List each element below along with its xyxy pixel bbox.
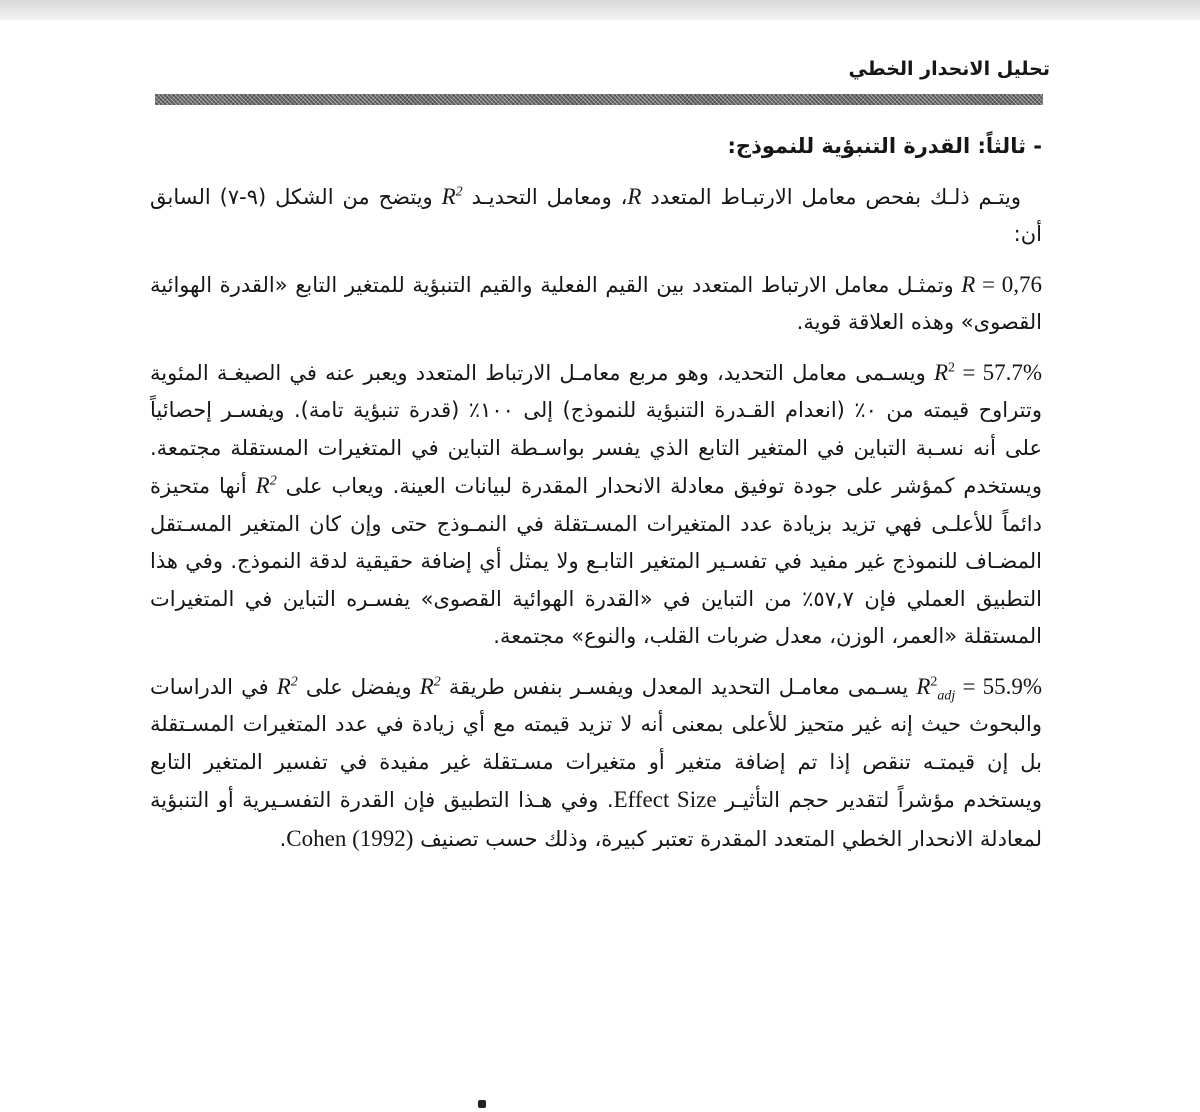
page-mark (478, 1100, 486, 1108)
paragraph-r (150, 266, 1042, 342)
page-top-shadow (0, 0, 1200, 20)
math-r-squared: $R^2$ (276, 673, 298, 699)
paragraph-r-squared (150, 354, 1042, 656)
math-r-squared: $R^2$ (441, 183, 463, 209)
math-r-squared-value: $R^2 = 57.7\%$ (933, 359, 1042, 385)
text-run: ويتـم ذلـك بفحص معامل الارتبـاط المتعدد (641, 184, 1022, 209)
text-run: وتمثـل معامل الارتباط المتعدد بين القيم الفعلية والقيم التنبؤية للمتغير التابع «القدرة الهوائية القصوى» وهذه العلاقة قوية. (150, 272, 1042, 334)
text-run: أنها متحيزة دائماً للأعلـى فهي تزيد بزيادة عدد المتغيرات المسـتقلة في النمـوذج حتى وإن كان المتغير المسـتقل المضـاف للنموذج غير مفيد في تفسـير المتغير التابـع ولا يمثل أي إضافة حقيقية لدقة النموذج. وفي هذا التطبيق العملي فإن ٥٧,٧٪ من التباين في «القدرة الهوائية القصوى» يفسـره التباين في المتغيرات المستقلة «العمر، الوزن، معدل ضربات القلب، والنوع» مجتمعة. (150, 474, 1042, 648)
header-rule (155, 94, 1043, 105)
text-run: . (279, 826, 287, 851)
text-run: . وفي هـذا التطبيق فإن القدرة التفسـيرية أو التنبؤية لمعادلة الانحدار الخطي المتعدد المقدرة تعتبر كبيرة، وذلك حسب تصنيف (150, 788, 1042, 851)
math-r-squared: $R^2$ (255, 473, 277, 498)
text-run: ويتضح من الشكل (٩-٧) السابق أن: (150, 184, 1042, 246)
section-heading: - ثالثاً: القدرة التنبؤية للنموذج: (727, 134, 1042, 158)
text-run: ويفضل على (297, 674, 420, 699)
text-run: ويسـمى معامل التحديد، وهو مربع معامـل الارتباط المتعدد ويعبر عنه في الصيغـة المئوية وتتراوح قيمته من ٠٪ (انعدام القـدرة التنبؤية للنموذج) إلى ١٠٠٪ (قدرة تنبؤية تامة). ويفسـر إحصائياً على أنه نسـبة التباين في المتغير التابع الذي يفسر بواسـطة التباين في المتغيرات المستقلة مجتمعة. ويستخدم كمؤشر على جودة توفيق معادلة الانحدار المقدرة لبيانات العينة. ويعاب على (150, 360, 1043, 498)
citation: Cohen (1992) (286, 825, 414, 851)
running-header: تحليل الانحدار الخطي (848, 58, 1050, 80)
paragraph-adjusted-r-squared (150, 668, 1042, 859)
math-adj-r-squared-value: $R^2_{adj} = 55.9\%$ (916, 673, 1042, 704)
math-r-squared: $R^2$ (419, 673, 441, 699)
text-run: يسـمى معامـل التحديد المعدل ويفسـر بنفس طريقة (440, 674, 917, 699)
math-r-value: R = 0,76 (961, 271, 1042, 297)
effect-size-term: Effect Size (613, 787, 717, 812)
math-r: R (627, 183, 642, 209)
text-run: في الدراسات والبحوث حيث إنه غير متحيز للأعلى بمعنى أنه لا تزيد قيمته مع أي زيادة في عدد المتغيرات المسـتقلة بل إن قيمتـه تنقص إذا تم إضافة متغير أو متغيرات مسـتقلة غير مفيدة في تفسير المتغير التابع ويستخدم مؤشراً لتقدير حجم التأثيـر (150, 674, 1042, 812)
page-body (150, 128, 1042, 870)
paragraph-intro (150, 178, 1042, 254)
text-run: ، ومعامل التحديـد (462, 184, 628, 209)
